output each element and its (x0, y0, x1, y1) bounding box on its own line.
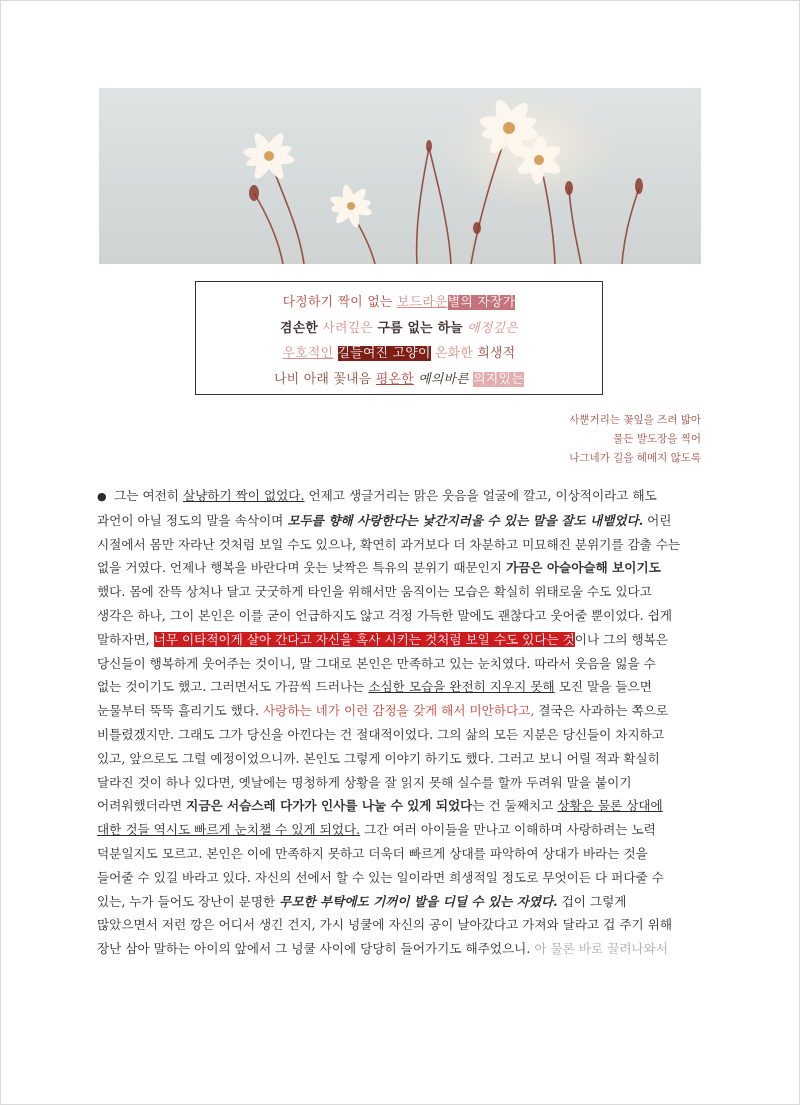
body-line (97, 628, 703, 652)
body-text-segment: 너무 이타적이게 살아 간다고 자신을 혹사 시키는 것처럼 보일 수도 있다는 것 (153, 631, 575, 647)
body-line (97, 794, 703, 818)
body-line (97, 771, 703, 795)
body-text-segment: 어린 (643, 512, 672, 528)
body-text-segment: 상황은 물론 상대에 (557, 798, 663, 814)
side-note (569, 411, 701, 468)
poem-line-3-part: 우호적인 (282, 346, 334, 361)
body-text-segment: 시절에서 몸만 자라난 것처럼 보일 수도 있으나, 확연히 과거보다 더 차분하고 미묘해진 분위기를 감출 수는 (97, 536, 681, 552)
body-text-segment: 지금은 서슴스레 다가가 인사를 나눌 수 있게 되었다 (186, 798, 473, 814)
body-text-segment: 어려워했더라면 (97, 798, 187, 814)
poem-line-1-part: 별의 자장가 (447, 295, 516, 310)
body-text-segment: 말하자면, (97, 631, 154, 647)
body-text-segment: 많았으면서 저런 깡은 어디서 생긴 건지, 가시 넝쿨에 자신의 공이 날아갔다고 가져와 달라고 겁 주기 위해 (97, 917, 673, 933)
poem-box (195, 281, 603, 395)
body-text-segment: 소심한 모습을 완전히 지우지 못해 (368, 679, 555, 695)
body-text-segment: 결국은 사과하는 쪽으로 (534, 703, 669, 719)
body-line (97, 484, 703, 509)
body-line (97, 533, 703, 557)
body-line (97, 604, 703, 628)
poem-line-3-part: 길들여진 고양이 (337, 346, 431, 361)
body-text-segment: 생각은 하나, 그이 본인은 이를 굳이 언급하지도 않고 걱정 가득한 말에도 괜찮다고 웃어줄 뿐이었다. 쉽게 (97, 607, 673, 623)
body-text-segment: 없는 것이기도 했고. 그러면서도 가끔씩 드러나는 (97, 679, 369, 695)
body-text-segment: 모두를 향해 사랑한다는 낯간지러울 수 있는 말을 잘도 내뱉었다. (287, 512, 644, 528)
body-text-segment: 들어줄 수 있길 바라고 있다. 자신의 선에서 할 수 있는 일이라면 희생적일 정도로 무엇이든 다 퍼다줄 수 (97, 869, 664, 885)
body-text-segment: 살냥하기 짝이 없었다. (182, 488, 305, 503)
side-note-line: 사뿐거리는 꽃잎을 즈려 밟아 (569, 414, 701, 426)
body-line (97, 866, 703, 890)
poem-line-2-part: 사려깊은 (318, 320, 378, 336)
body-paragraph (97, 484, 703, 961)
poem-line-2-part: 애정깊은 (467, 320, 518, 336)
body-text-segment: 언제고 생글거리는 맑은 웃음을 얼굴에 깔고, 이상적이라고 해도 (304, 488, 657, 503)
body-text-segment: 있고, 앞으로도 그럴 예정이었으니까. 본인도 그렇게 이야기 하기도 했다. 그러고 보니 어릴 적과 확실히 (97, 750, 660, 766)
body-text-segment: 장난 삼아 말하는 아이의 앞에서 그 넝쿨 사이에 당당히 들어가기도 해주었으니. (97, 941, 535, 957)
poem-line-1-part: 다정하기 짝이 없는 (282, 295, 398, 310)
body-text-segment: 겁이 그렇게 (557, 893, 627, 909)
poem-line-3-part: 희생적 (473, 346, 516, 361)
body-text-segment: 있는, 누가 들어도 장난이 분명한 (97, 893, 280, 909)
body-line (97, 913, 703, 937)
body-text-segment: 그간 여러 아이들을 만나고 이해하며 사랑하려는 노력 (360, 822, 656, 838)
side-note-line: 물든 발도장을 찍어 (613, 433, 701, 445)
body-text-segment: 는 건 둘째치고 (472, 798, 558, 814)
side-note-line: 나그네가 길을 헤메지 않도록 (569, 452, 701, 464)
body-text-segment: 그는 여전히 (114, 488, 183, 503)
body-text-segment: 했다. 몸에 잔뜩 상처나 달고 굿굿하게 타인을 위해서만 움직이는 모습은 확실히 위태로울 수도 있다고 (97, 584, 652, 600)
body-text-segment: 이나 그의 행복은 (574, 631, 669, 647)
poem-line-3-part (333, 346, 337, 361)
poem-line (196, 341, 602, 367)
body-line (97, 818, 703, 842)
poem-line-3-part: 온화한 (430, 346, 474, 361)
poem-line-2-part: 겸손한 (280, 320, 319, 336)
body-text-segment: 없을 거였다. 언제나 행복을 바란다며 웃는 낮짝은 특유의 분위기 때문인지 (97, 560, 507, 576)
body-line (97, 580, 703, 604)
body-line (97, 937, 703, 961)
body-text-segment: 무모한 부탁에도 기꺼이 발을 디딜 수 있는 자였다. (279, 893, 558, 909)
body-text-segment: 당신들이 행복하게 웃어주는 것이니, 말 그대로 본인은 만족하고 있는 눈치였다. 따라서 웃음을 잃을 수 (97, 655, 656, 671)
body-text-segment: 비틀렸겠지만. 그래도 그가 당신을 아낀다는 건 절대적이었다. 그의 삶의 모든 지분은 당신들이 차지하고 (97, 726, 664, 742)
body-text-segment: 달라진 것이 하나 있다면, 옛날에는 명청하게 상황을 잘 읽지 못해 실수를 할까 두려워 말을 붙이기 (97, 774, 632, 790)
body-text-segment: ● (97, 490, 111, 503)
body-line (97, 890, 703, 914)
poem-line-2-part: 구름 없는 하늘 (377, 320, 463, 336)
body-text-segment: 눈물부터 뚝뚝 흘리기도 했다. (97, 703, 264, 719)
body-line (97, 652, 703, 676)
poem-line-1-part: 보드라운 (397, 295, 448, 310)
poem-line-4-part: 나비 아래 꽃내음 (274, 371, 376, 387)
body-line (97, 747, 703, 771)
body-text-segment: 덕분일지도 모르고. 본인은 이에 만족하지 못하고 더욱더 빠르게 상대를 파악하여 상대가 바라는 것을 (97, 845, 648, 861)
poem-line (196, 290, 602, 316)
poem-line (196, 367, 602, 393)
body-text-segment: 가끔은 아슬아슬해 보이기도 (506, 560, 661, 576)
body-line (97, 723, 703, 747)
poem-line (196, 316, 602, 342)
body-line (97, 556, 703, 580)
body-line (97, 699, 703, 723)
body-line (97, 842, 703, 866)
body-line (97, 509, 703, 533)
body-text-segment: 아 물론 바로 끌려나와서 (534, 941, 669, 957)
poem-line-4-part: 예의바른 (418, 371, 469, 387)
body-text-segment: 사랑하는 네가 이런 감정을 갖게 해서 미안하다고, (263, 703, 535, 719)
flower-illustration (99, 88, 701, 264)
banner-image (99, 88, 701, 264)
body-text-segment: 모진 말을 들으면 (554, 679, 652, 695)
body-text-segment: 과언이 아닐 정도의 말을 속삭이며 (97, 512, 288, 528)
poem-line-4-part: 의지있는 (473, 371, 524, 387)
poem-line-4-part: 평온한 (375, 371, 414, 387)
body-text-segment: 대한 것들 역시도 빠르게 눈치챌 수 있게 되었다. (97, 822, 361, 838)
body-line (97, 675, 703, 699)
